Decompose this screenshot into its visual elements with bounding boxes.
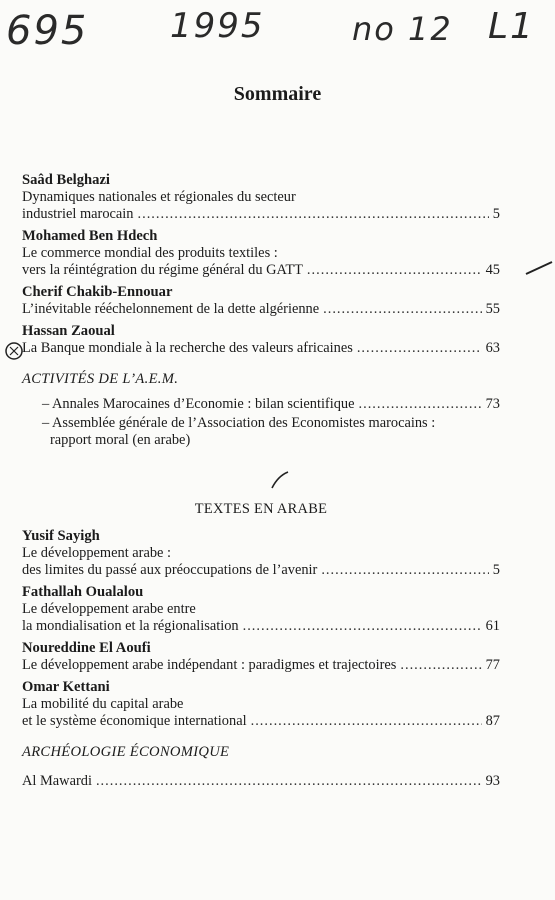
toc-entry <box>22 640 500 674</box>
entry-leader-line <box>22 262 500 279</box>
dot-leader <box>243 618 482 635</box>
aem-item-text-cont: rapport moral (en arabe) <box>50 432 191 448</box>
entry-title-line: La mobilité du capital arabe <box>22 696 184 712</box>
entry-page-number: 73 <box>485 396 500 412</box>
entry-author: Hassan Zaoual <box>22 323 115 339</box>
table-of-contents <box>22 172 500 790</box>
entry-title-last: industriel marocain <box>22 206 134 222</box>
dot-leader <box>321 562 488 579</box>
entry-title-last: L’inévitable rééchelonnement de la dette algérienne <box>22 301 320 317</box>
toc-entry <box>22 584 500 635</box>
toc-entry <box>22 172 500 223</box>
handwritten-issue: no 12 <box>352 10 453 48</box>
page-title: Sommaire <box>233 83 322 105</box>
entry-title-line: Le développement arabe : <box>22 545 172 561</box>
dot-leader <box>323 301 481 318</box>
entry-author: Mohamed Ben Hdech <box>22 228 158 244</box>
entry-page-number: 45 <box>485 262 500 278</box>
entry-page-number: 77 <box>485 657 500 673</box>
toc-entry <box>22 679 500 730</box>
entry-page-number: 61 <box>485 618 500 634</box>
dot-leader <box>400 657 481 674</box>
aem-item-text: – Annales Marocaines d’Economie : bilan scientifique <box>42 396 355 412</box>
dot-leader <box>251 713 482 730</box>
entry-leader-line <box>22 773 500 790</box>
toc-entry <box>22 284 500 318</box>
entry-leader-line <box>22 206 500 223</box>
section-heading-arabe: TEXTES EN ARABE <box>194 501 328 517</box>
dot-leader <box>359 396 482 413</box>
entry-page-number: 87 <box>485 713 500 729</box>
entry-title-last: vers la réintégration du régime général du GATT <box>22 262 303 278</box>
entry-title-last: Le développement arabe indépendant : paradigmes et trajectoires <box>22 657 397 673</box>
dot-leader <box>138 206 489 223</box>
entry-author: Yusif Sayigh <box>22 528 100 544</box>
entry-title-last: des limites du passé aux préoccupations de l’avenir <box>22 562 318 578</box>
dot-leader <box>357 340 482 357</box>
entry-leader-line <box>22 562 500 579</box>
entry-leader-line <box>42 396 500 413</box>
entry-author: Noureddine El Aoufi <box>22 640 151 656</box>
entry-title-line: Le développement arabe entre <box>22 601 196 617</box>
archeo-entry-text: Al Mawardi <box>22 773 92 789</box>
entry-author: Omar Kettani <box>22 679 110 695</box>
entry-page-number: 93 <box>485 773 500 789</box>
entry-leader-line <box>22 301 500 318</box>
handwritten-code: L1 <box>488 6 535 47</box>
dot-leader <box>96 773 482 790</box>
entry-page-number: 5 <box>492 206 500 222</box>
entry-leader-line <box>22 713 500 730</box>
toc-entry <box>22 228 500 279</box>
entry-leader-line <box>22 657 500 674</box>
section-heading-archeo: ARCHÉOLOGIE ÉCONOMIQUE <box>22 744 230 760</box>
entry-title-last: et le système économique international <box>22 713 247 729</box>
entry-title-line: Dynamiques nationales et régionales du secteur <box>22 189 296 205</box>
entry-page-number: 5 <box>492 562 500 578</box>
aem-item <box>22 415 500 449</box>
entry-page-number: 63 <box>485 340 500 356</box>
entry-leader-line <box>22 340 500 357</box>
entry-title-last: La Banque mondiale à la recherche des valeurs africaines <box>22 340 353 356</box>
toc-entry <box>22 323 500 357</box>
entry-title-line: Le commerce mondial des produits textiles : <box>22 245 278 261</box>
handwritten-number: 695 <box>6 8 89 54</box>
entry-leader-line <box>22 618 500 635</box>
pen-tick-mark <box>524 258 554 278</box>
section-heading-aem: ACTIVITÉS DE L’A.E.M. <box>22 371 179 387</box>
dot-leader <box>307 262 482 279</box>
entry-author: Saâd Belghazi <box>22 172 110 188</box>
entry-title-last: la mondialisation et la régionalisation <box>22 618 239 634</box>
toc-entry <box>22 528 500 579</box>
entry-author: Fathallah Oualalou <box>22 584 144 600</box>
aem-item-text: – Assemblée générale de l’Association des Economistes marocains : <box>42 415 436 431</box>
aem-item <box>22 396 500 413</box>
entry-author: Cherif Chakib-Ennouar <box>22 284 173 300</box>
handwritten-year: 1995 <box>170 6 265 46</box>
entry-page-number: 55 <box>485 301 500 317</box>
